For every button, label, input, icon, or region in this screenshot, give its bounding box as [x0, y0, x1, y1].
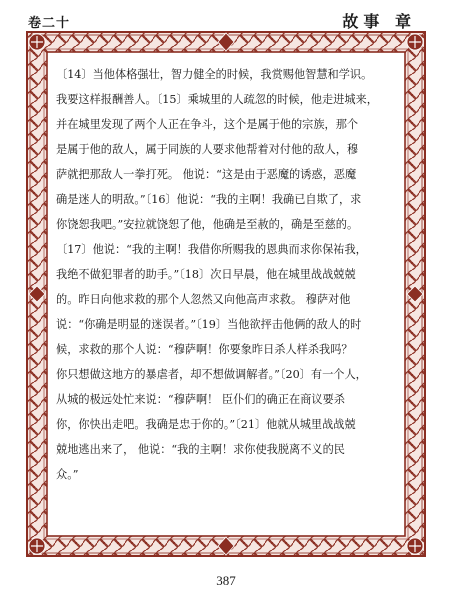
text-line: 你，你快出走吧。我确是忠于你的。”〔21〕他就从城里战战兢 [56, 418, 356, 431]
text-line: 我绝不做犯罪者的助手。”〔18〕次日早晨，他在城里战战兢兢 [56, 268, 356, 281]
text-line: 萨就把那敌人一拳打死。 他说：“这是由于恶魔的诱惑，恶魔 [56, 168, 357, 181]
text-line: 是属于他的敌人，属于同族的人要求他帮着对付他的敌人，穆 [56, 143, 359, 156]
text-line: 你只想做这地方的暴虐者，却不想做调解者。”〔20〕有一个人， [56, 368, 367, 381]
text-line: 的。昨日向他求救的那个人忽然又向他高声求救。 穆萨对他 [56, 293, 351, 306]
text-line: 说：“你确是明显的迷误者。”〔19〕当他欲抨击他俩的敌人的时 [56, 318, 362, 331]
text-line: 众。” [56, 468, 79, 481]
text-line: 从城的极远处忙来说：“穆萨啊！ 臣仆们的确正在商议要杀 [56, 393, 345, 406]
chapter-title: 故事 章 [342, 12, 416, 31]
text-line: 你饶恕我吧。”安拉就饶恕了他，他确是至赦的，确是至慈的。 [56, 218, 359, 231]
text-line: 我要这样报酬善人。〔15〕乘城里的人疏忽的时候，他走进城来， [56, 93, 378, 106]
page-number: 387 [216, 573, 236, 588]
body-text [56, 62, 396, 487]
text-line: 确是迷人的明敌。”〔16〕他说：“我的主啊！我确已自欺了，求 [56, 193, 362, 206]
text-line: 〔14〕当他体格强壮，智力健全的时候，我赏赐他智慧和学识。 [56, 68, 373, 81]
text-line: 候，求救的那个人说：“穆萨啊！你要象昨日杀人样杀我吗？ [56, 343, 353, 356]
text-line: 兢地逃出来了， 他说：“我的主啊！求你使我脱离不义的民 [56, 443, 345, 456]
volume-label: 卷二十 [28, 16, 71, 31]
text-line: 〔17〕他说：“我的主啊！我借你所赐我的恩典而求你保祐我， [56, 243, 367, 256]
text-line: 并在城里发现了两个人正在争斗，这个是属于他的宗族，那个 [56, 118, 359, 131]
